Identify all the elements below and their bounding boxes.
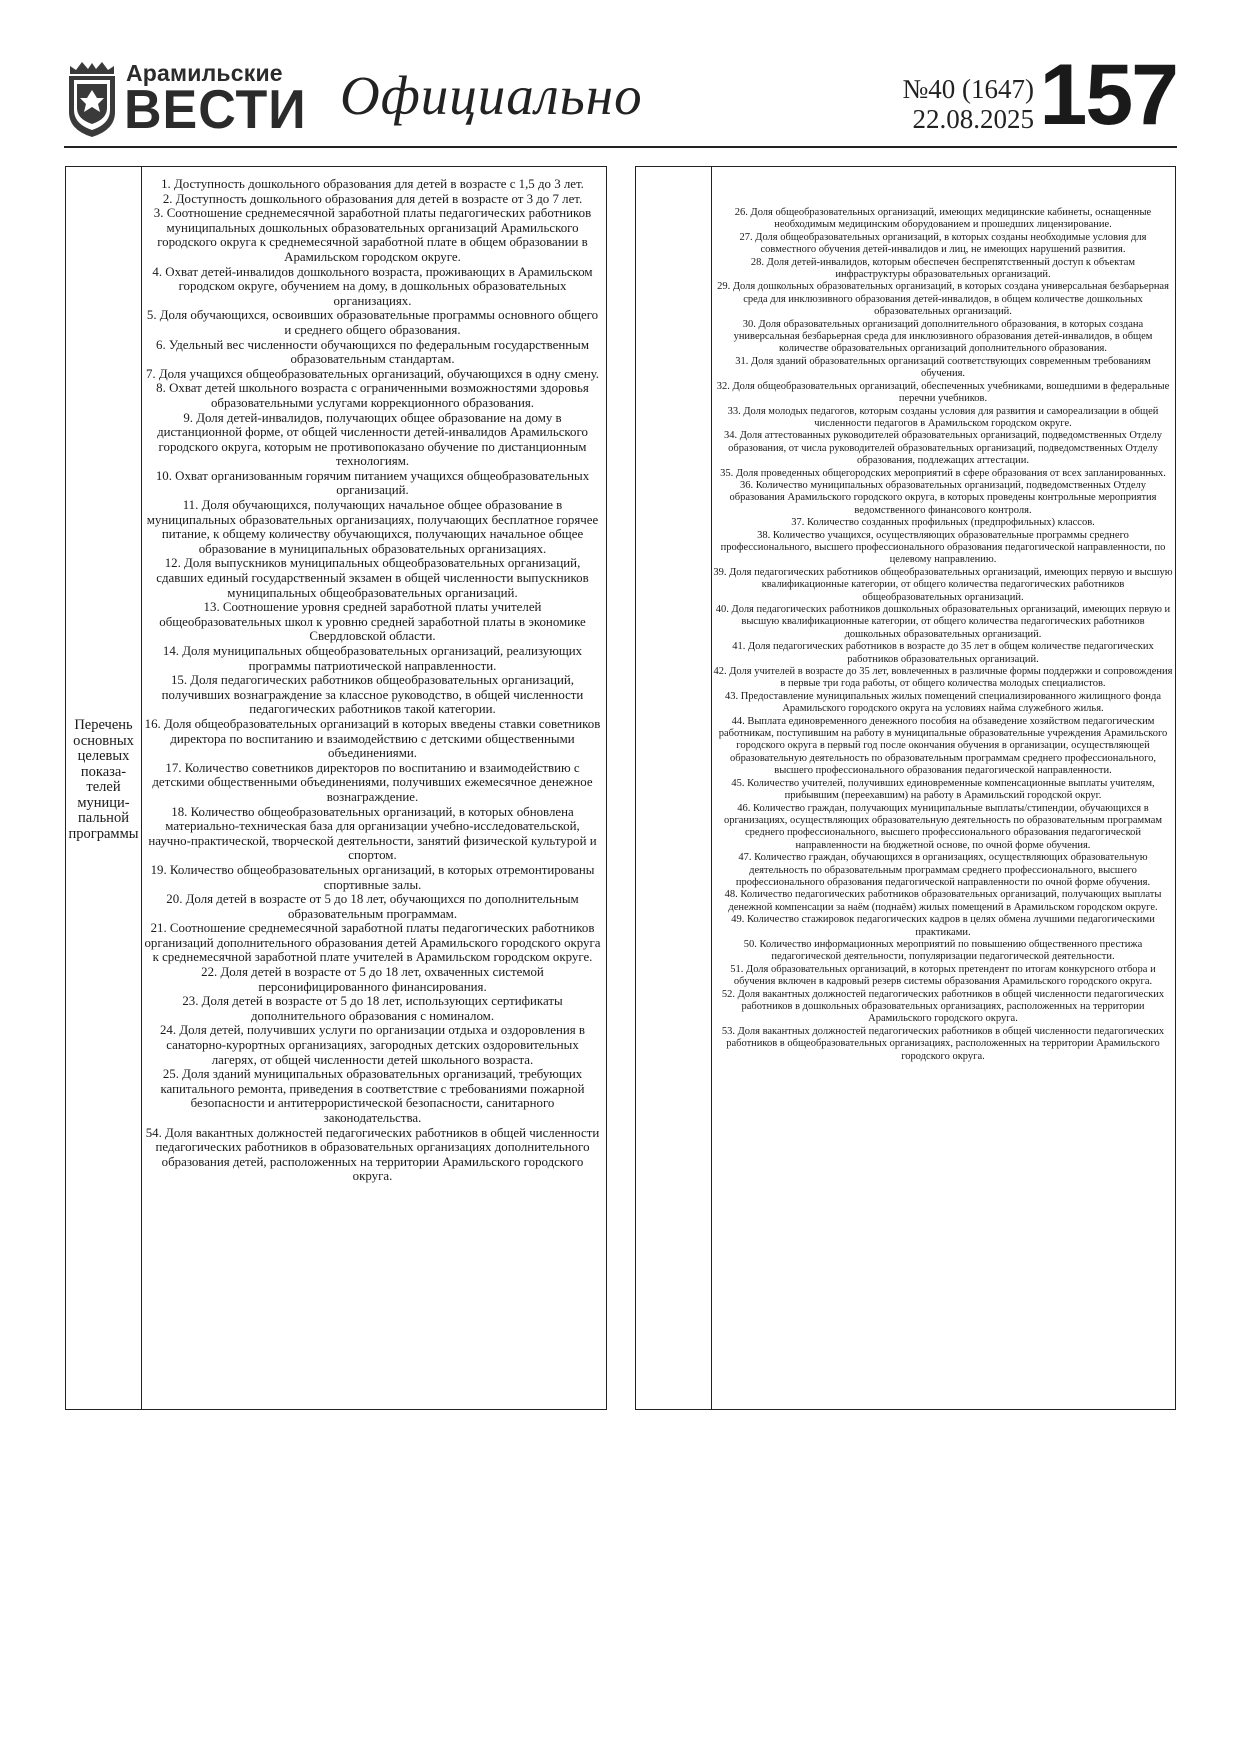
masthead (64, 47, 1177, 148)
right-label-column (636, 167, 712, 1409)
indicator-item: 44. Выплата единовременного денежного пособия на обзаведение хозяйством педагогическим работникам, поступившим на работу в муниципальные образовательные учреждения Арамильского городского округа в первый год после окончания обучения в организации, осуществляющей образовательную деятельность по образовательным программам среднего профессионального, высшего профессионального образования педагогической направленности. (718, 715, 1168, 777)
indicator-item: 41. Доля педагогических работников в возрасте до 35 лет в общем количестве педагогических работников образовательных организаций. (732, 641, 1154, 665)
indicator-item: 38. Количество учащихся, осуществляющих образовательные программы среднего профессионального, высшего профессионального образования педагогической направленности, по целевому направлению. (720, 529, 1166, 566)
program-indicators-label: Перечень основных целевых показа- телей муници- пальной программы (68, 717, 139, 842)
indicator-item: 31. Доля зданий образовательных организаций соответствующих современным требованиям обучения. (735, 355, 1151, 380)
indicator-item: 7. Доля учащихся общеобразовательных организаций, обучающихся в одну смену. (145, 366, 600, 381)
indicator-item: 13. Соотношение уровня средней заработной платы учителей общеобразовательных школ к уровню средней заработной платы в экономике Свердловской области. (159, 600, 586, 644)
indicator-item: 35. Доля проведенных общегородских мероприятий в сфере образования от всех запланированных. (720, 467, 1166, 479)
indicator-item: 1. Доступность дошкольного образования для детей в возрасте с 1,5 до 3 лет. (161, 177, 584, 191)
indicator-item: 34. Доля аттестованных руководителей образовательных организаций, подведомственных Отделу образования, от числа руководителей образовательных организаций, подведомственных Отделу образования, подлежащих аттестации. (724, 430, 1162, 467)
indicator-item: 10. Охват организованным горячим питанием учащихся общеобразовательных организаций. (155, 468, 590, 498)
indicator-item: 3. Соотношение среднемесячной заработной платы педагогических работников муниципальных дошкольных образовательных организаций Арамильского городского округа к среднемесячной заработной плате в общем образовании в Арамильском городском округе. (153, 206, 592, 264)
indicator-item: 48. Количество педагогических работников образовательных организаций, получающих выплаты денежной компенсации за наём (поднаём) жилых помещений в Арамильском городском округе. (724, 889, 1162, 913)
indicator-item: 2. Доступность дошкольного образования для детей в возрасте от 3 до 7 лет. (162, 191, 583, 206)
indicator-item: 11. Доля обучающихся, получающих начальное общее образование в муниципальных образовательных организациях, получающих бесплатное горячее питание, к общему количеству обучающихся, получающих начальное общее образование в муниципальных образовательных организациях. (146, 498, 599, 556)
indicator-item: 29. Доля дошкольных образовательных организаций, в которых создана универсальная безбарьерная среда для инклюзивного образования детей-инвалидов, в общем количестве дошкольных образовательных организаций. (717, 281, 1169, 318)
logo-line1: Арамильские (126, 60, 283, 86)
indicator-item: 47. Количество граждан, обучающихся в организациях, осуществляющих образовательную деятельность по образовательным программам среднего профессионального, высшего профессионального образования педагогической направленности по очной форме обучения. (735, 852, 1151, 888)
newspaper-logo (64, 58, 307, 142)
indicator-item: 51. Доля образовательных организаций, в которых претендент по итогам конкурсного отбора и обучения включен в кадровый резерв системы образования Арамильского городского округа. (730, 963, 1156, 988)
indicator-item: 23. Доля детей в возрасте от 5 до 18 лет, использующих сертификаты дополнительного образования с номиналом. (182, 994, 563, 1023)
indicator-item: 8. Охват детей школьного возраста с ограниченными возможностями здоровья образовательными услугами коррекционного образования. (156, 381, 589, 410)
section-title: Официально (340, 65, 643, 126)
indicator-item: 21. Соотношение среднемесячной заработной платы педагогических работников организаций дополнительного образования детей Арамильского городского округа к среднемесячной заработной плате учителей в Арамильском городском округе. (144, 921, 601, 965)
indicator-item: 32. Доля общеобразовательных организаций, обеспеченных учебниками, вошедшими в федеральные перечни учебников. (716, 380, 1170, 405)
indicator-item: 4. Охват детей-инвалидов дошкольного возраста, проживающих в Арамильском городском округе, обучением на дому, в дошкольных образовательных организациях. (152, 264, 593, 308)
indicator-item: 16. Доля общеобразовательных организаций в которых введены ставки советников директора по воспитанию и взаимодействию с детскими общественными объединениями. (144, 716, 601, 761)
indicator-item: 36. Количество муниципальных образовательных организаций, подведомственных Отделу образования Арамильского городского округа, в которых проведены контрольные мероприятия ведомственного финансового контроля. (729, 479, 1157, 516)
issue-date: 22.08.2025 (912, 104, 1034, 134)
indicator-item: 22. Доля детей в возрасте от 5 до 18 лет, охваченных системой персонифицированного финансирования. (201, 965, 544, 994)
indicator-item: 42. Доля учителей в возрасте до 35 лет, вовлеченных в различные формы поддержки и сопровождения в первые три года работы, от общего количества молодых специалистов. (713, 666, 1173, 690)
indicator-item: 39. Доля педагогических работников общеобразовательных организаций, имеющих первую и высшую квалификационные категории, от общего количества педагогических работников общеобразовательных организаций. (713, 566, 1173, 603)
indicator-item: 52. Доля вакантных должностей педагогических работников в общей численности педагогических работников в дошкольных образовательных организациях, расположенных на территории Арамильского городского округа. (721, 988, 1165, 1025)
indicator-item: 40. Доля педагогических работников дошкольных образовательных организаций, имеющих первую и высшую квалификационные категории, от общего количества педагогических работников дошкольных образовательных организаций. (715, 604, 1171, 640)
indicator-item: 30. Доля образовательных организаций дополнительного образования, в которых создана универсальная безбарьерная среда для инклюзивного образования детей-инвалидов, в общем количестве образовательных организаций дополнительного образования. (733, 318, 1153, 355)
masthead-rule (64, 146, 1177, 148)
indicator-item: 45. Количество учителей, получивших единовременные компенсационные выплаты учителям, прибывшим (переехавшим) на работу в Арамильский городской округ. (731, 777, 1155, 802)
right-indicators-table (635, 166, 1176, 1410)
indicator-item: 9. Доля детей-инвалидов, получающих общее образование на дому в дистанционной форме, от общей численности детей-инвалидов Арамильского городского округа, которым не противопоказано обучение по дистанционным технологиям. (157, 410, 588, 469)
indicator-item: 19. Количество общеобразовательных организаций, в которых отремонтированы спортивные залы. (150, 862, 595, 892)
indicator-item: 5. Доля обучающихся, освоивших образовательные программы основного общего и среднего общего образования. (146, 308, 599, 337)
indicator-item: 37. Количество созданных профильных (предпрофильных) классов. (791, 517, 1095, 529)
indicator-item: 20. Доля детей в возрасте от 5 до 18 лет, обучающихся по дополнительным образовательным программам. (166, 892, 579, 921)
indicator-item: 53. Доля вакантных должностей педагогических работников в общей численности педагогических работников в общеобразовательных организациях, расположенных на территории Арамильского городского округа. (721, 1025, 1165, 1062)
indicator-item: 46. Количество граждан, получающих муниципальные выплаты/стипендии, обучающихся в организациях, осуществляющих образовательную деятельность по образовательным программам среднего профессионального, высшего профессионального образования педагогической направленности на бюджетной основе, по очной форме обучения. (723, 802, 1163, 851)
indicator-item: 49. Количество стажировок педагогических кадров в целях обмена лучшими педагогическими практиками. (731, 914, 1155, 938)
indicator-item: 25. Доля зданий муниципальных образовательных организаций, требующих капитального ремонта, приведения в соответствие с требованиями пожарной безопасности и антитеррористической безопасности, санитарного законодательства. (160, 1067, 585, 1125)
logo-line2: ВЕСТИ (124, 79, 307, 141)
indicator-item: 14. Доля муниципальных общеобразовательных организаций, реализующих программы патриотической направленности. (162, 644, 583, 673)
indicator-item: 54. Доля вакантных должностей педагогических работников в общей численности педагогических работников в образовательных организациях дополнительного образования детей, расположенных на территории Арамильского городского округа. (145, 1125, 600, 1184)
indicator-item: 50. Количество информационных мероприятий по повышению общественного престижа педагогической деятельности, популяризации педагогической деятельности. (743, 938, 1143, 963)
indicator-item: 17. Количество советников директоров по воспитанию и взаимодействию с детскими общественными объединениями, получивших ежемесячное денежное вознаграждение. (152, 760, 593, 804)
city-emblem-icon (64, 60, 120, 138)
page-number: 157 (1039, 47, 1177, 143)
indicator-item: 12. Доля выпускников муниципальных общеобразовательных организаций, сдавших единый государственный экзамен в общей численности выпускников муниципальных общеобразовательных организаций. (156, 556, 589, 600)
indicator-item: 6. Удельный вес численности обучающихся по федеральным государственным образовательным стандартам. (156, 337, 589, 367)
indicator-item: 18. Количество общеобразовательных организаций, в которых обновлена материально-техническая база для организации учебно-исследовательской, научно-практической, творческой деятельности, занятий физической культурой и спортом. (148, 804, 597, 863)
indicator-item: 43. Предоставление муниципальных жилых помещений специализированного жилищного фонда Арамильского городского округа на условиях найма служебного жилья. (724, 690, 1162, 715)
indicator-item: 26. Доля общеобразовательных организаций, имеющих медицинские кабинеты, оснащенные необходимым медицинским оборудованием и прошедших лицензирование. (734, 207, 1152, 231)
left-label-column (66, 167, 142, 1409)
indicator-item: 24. Доля детей, получивших услуги по организации отдыха и оздоровления в санаторно-курортных организациях, загородных детских оздоровительных лагерях, от общей численности детей школьного возраста. (159, 1023, 586, 1067)
indicator-item: 33. Доля молодых педагогов, которым созданы условия для развития и самореализации в общей численности педагогов в Арамильском городском округе. (727, 405, 1159, 429)
indicator-item: 28. Доля детей-инвалидов, которым обеспечен беспрепятственный доступ к объектам инфраструктуры образовательных организаций. (750, 256, 1136, 281)
left-indicators-list (143, 167, 602, 1409)
right-indicators-list (713, 167, 1173, 1409)
left-indicators-table (65, 166, 607, 1410)
indicator-item: 27. Доля общеобразовательных организаций, в которых созданы необходимые условия для совместного обучения детей-инвалидов и лиц, не имеющих нарушений развития. (739, 231, 1147, 256)
indicator-item: 15. Доля педагогических работников общеобразовательных организаций, получивших вознаграждение за классное руководство, в общей численности педагогических работников такой категории. (161, 673, 584, 717)
issue-number: №40 (1647) (902, 74, 1034, 104)
